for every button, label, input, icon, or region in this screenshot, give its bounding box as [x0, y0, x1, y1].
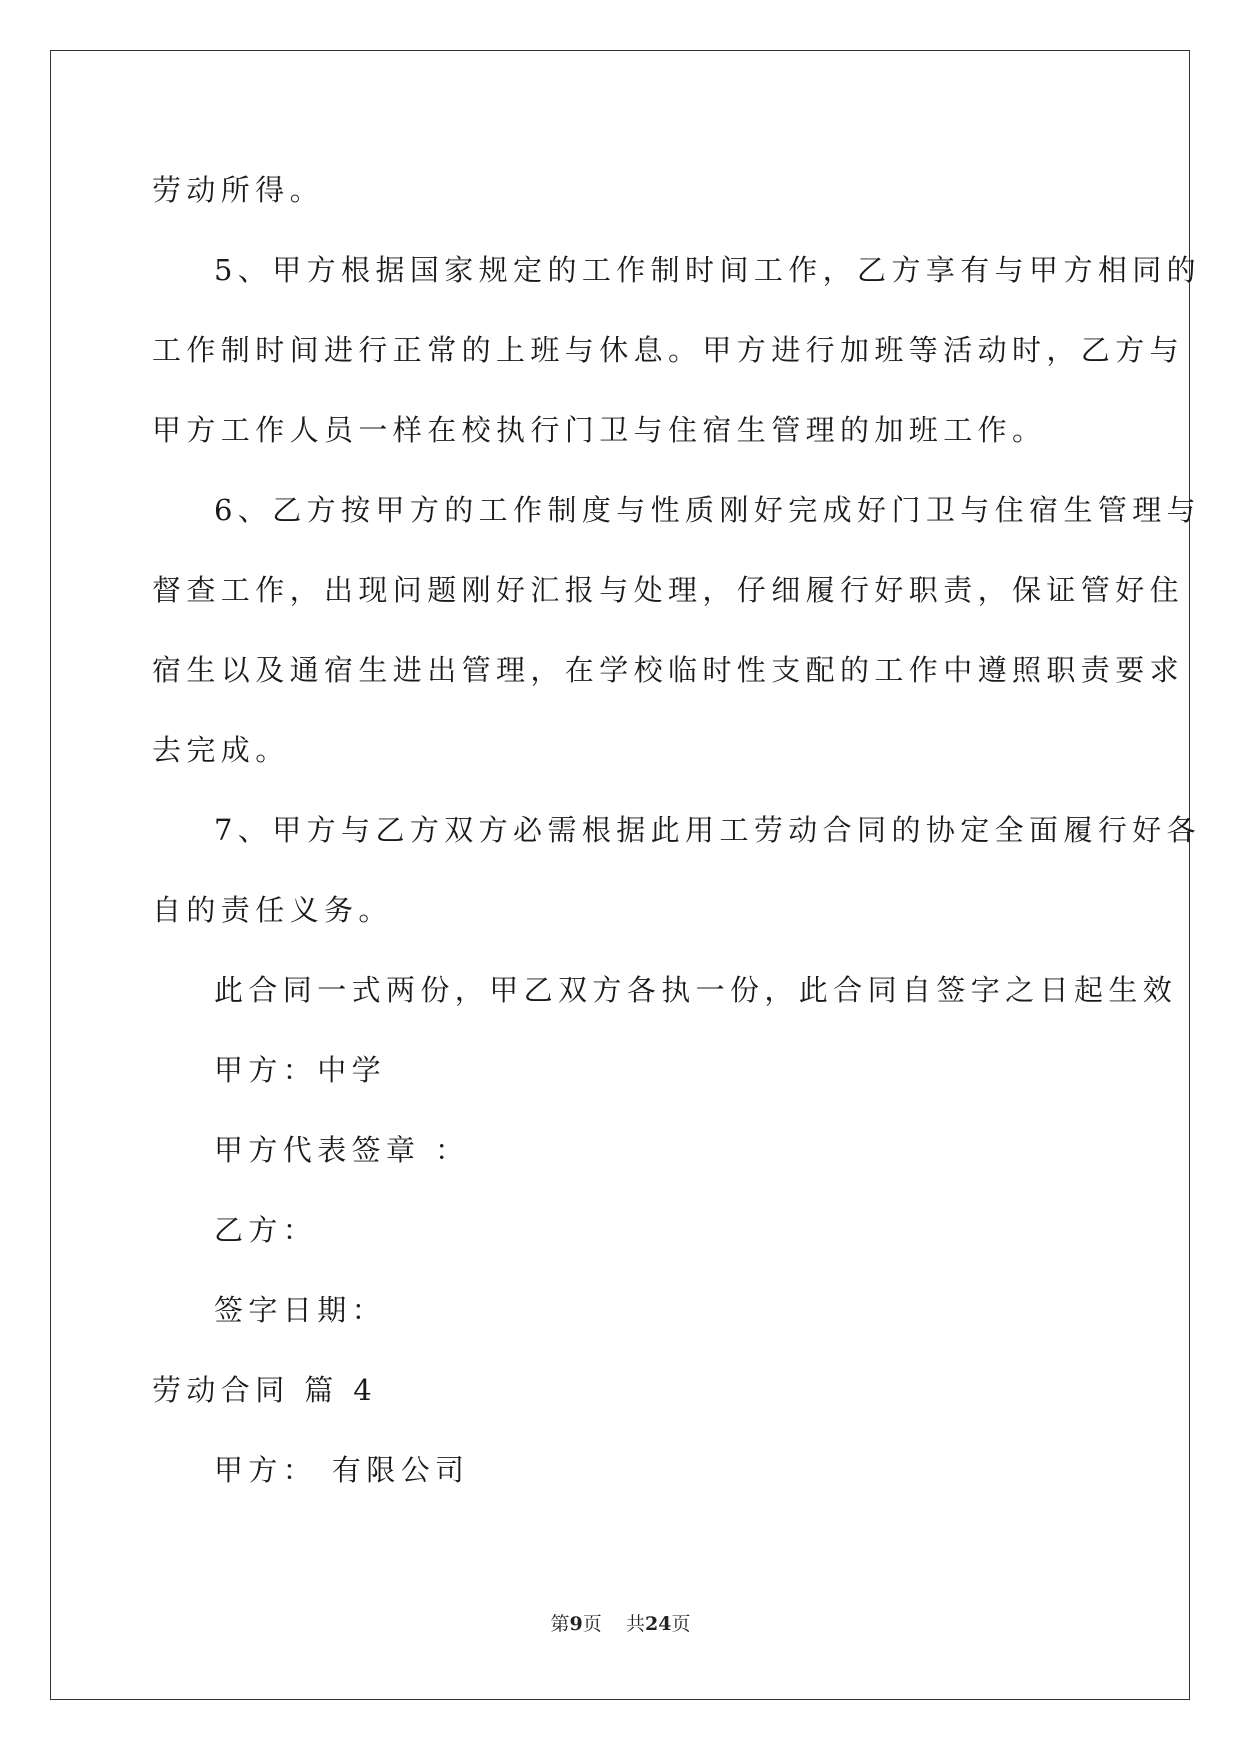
- footer-total-suffix: 页: [671, 1613, 691, 1635]
- paragraph-6-line-3: 宿生以及通宿生进出管理，在学校临时性支配的工作中遵照职责要求: [152, 653, 1185, 687]
- party-b-line: 乙方：: [214, 1213, 318, 1247]
- paragraph-6-line-4: 去完成。: [152, 733, 290, 767]
- paragraph-5-line-3: 甲方工作人员一样在校执行门卫与住宿生管理的加班工作。: [152, 413, 1047, 447]
- party-a-company-line: 甲方： 有限公司: [214, 1453, 470, 1487]
- party-a-line: 甲方：中学: [214, 1053, 387, 1087]
- text-line: 劳动所得。: [152, 173, 325, 207]
- footer-page-prefix: 第: [550, 1613, 570, 1635]
- section-heading: 劳动合同 篇 4: [152, 1373, 378, 1407]
- signature-date-line: 签字日期：: [214, 1293, 387, 1327]
- contract-copies-clause: 此合同一式两份，甲乙双方各执一份，此合同自签字之日起生效: [214, 973, 1178, 1007]
- paragraph-7-line-2: 自的责任义务。: [152, 893, 393, 927]
- footer-total-pages: 24: [644, 1613, 672, 1635]
- footer-page-number: 9: [569, 1613, 583, 1635]
- paragraph-5-line-2: 工作制时间进行正常的上班与休息。甲方进行加班等活动时，乙方与: [152, 333, 1185, 367]
- page-footer: [0, 1612, 1241, 1636]
- footer-total-prefix: 共: [625, 1613, 645, 1635]
- paragraph-6-line-2: 督查工作，出现问题刚好汇报与处理，仔细履行好职责，保证管好住: [152, 573, 1185, 607]
- footer-page-suffix: 页: [582, 1613, 602, 1635]
- paragraph-5-line-1: 5、甲方根据国家规定的工作制时间工作，乙方享有与甲方相同的: [214, 253, 1202, 287]
- paragraph-6-line-1: 6、乙方按甲方的工作制度与性质刚好完成好门卫与住宿生管理与: [214, 493, 1202, 527]
- party-a-representative-line: 甲方代表签章 ：: [214, 1133, 470, 1167]
- paragraph-7-line-1: 7、甲方与乙方双方必需根据此用工劳动合同的协定全面履行好各: [214, 813, 1202, 847]
